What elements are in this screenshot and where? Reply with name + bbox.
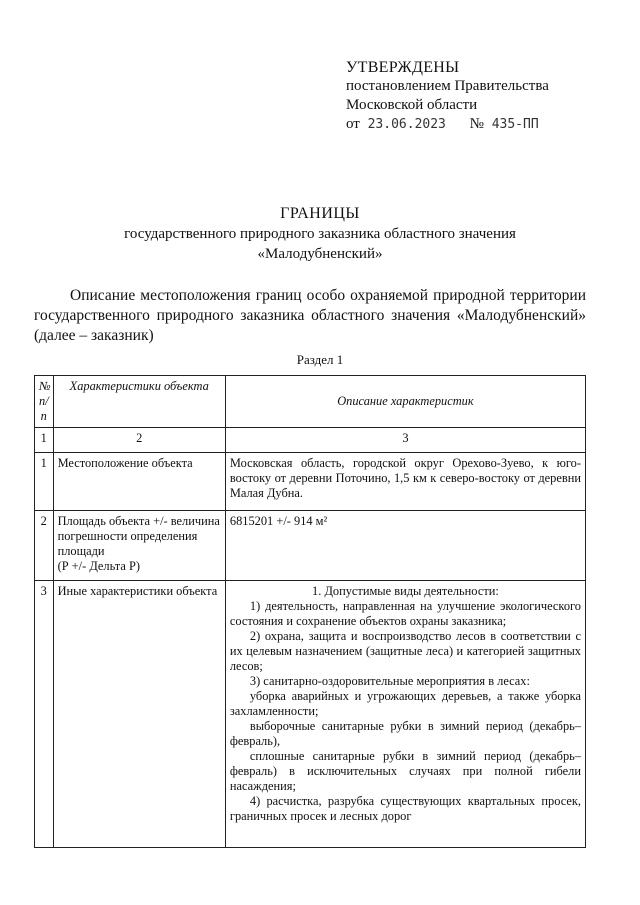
description-line: 1. Допустимые виды деятельности: bbox=[312, 584, 499, 598]
header-description: Описание характеристик bbox=[225, 376, 585, 428]
row-characteristic: Иные характеристики объекта bbox=[53, 581, 225, 848]
document-subtitle-2: «Малодубненский» bbox=[257, 246, 383, 262]
row-characteristic: Местоположение объекта bbox=[53, 453, 225, 511]
row-characteristic: Площадь объекта +/- величина погрешности определения площади bbox=[57, 514, 220, 558]
approval-date-line bbox=[346, 115, 549, 134]
row-number: 3 bbox=[35, 581, 54, 848]
approval-date: 23.06.2023 bbox=[367, 117, 446, 132]
table-row bbox=[35, 511, 586, 581]
approval-line-2: Московской области bbox=[346, 97, 478, 113]
description-line: 3) санитарно-оздоровительные мероприятия в лесах: bbox=[249, 674, 530, 688]
row-description: Московская область, городской округ Орехово-Зуево, к юго-востоку от деревни Поточино, 1,5 км к северо-востоку от деревни Малая Дубна. bbox=[225, 453, 585, 511]
description-line: выборочные санитарные рубки в зимний период (декабрь–февраль), bbox=[229, 719, 581, 748]
row-description: 6815201 +/- 914 м² bbox=[225, 511, 585, 581]
description-line: сплошные санитарные рубки в зимний период (декабрь–февраль) в исключительных случаях при полной гибели насаждения; bbox=[229, 749, 581, 793]
approval-title: УТВЕРЖДЕНЫ bbox=[346, 59, 460, 76]
description-line: 4) расчистка, разрубка существующих квартальных просек, граничных просек и лесных дорог bbox=[229, 794, 581, 823]
column-number-3: 3 bbox=[225, 428, 585, 453]
approval-block bbox=[346, 58, 549, 134]
row-description-cell bbox=[225, 581, 585, 848]
row-number: 2 bbox=[35, 511, 54, 581]
row-characteristic-note: (Р +/- Дельта Р) bbox=[57, 559, 140, 573]
document-subtitle-1: государственного природного заказника областного значения bbox=[124, 226, 516, 242]
description-line: уборка аварийных и угрожающих деревьев, а также уборка захламленности; bbox=[229, 689, 581, 718]
table-header-row bbox=[35, 376, 586, 428]
column-numbers-row bbox=[35, 428, 586, 453]
header-number: № п/п bbox=[35, 376, 54, 428]
column-number-2: 2 bbox=[53, 428, 225, 453]
row-number: 1 bbox=[35, 453, 54, 511]
table-row bbox=[35, 581, 586, 848]
approval-number: 435-ПП bbox=[491, 117, 539, 132]
document-title-block bbox=[0, 204, 640, 264]
table-row bbox=[35, 453, 586, 511]
approval-line-1: постановлением Правительства bbox=[346, 78, 549, 94]
section-heading: Раздел 1 bbox=[296, 352, 344, 367]
row-characteristic-cell bbox=[53, 511, 225, 581]
number-prefix: № bbox=[469, 116, 484, 132]
document-title: ГРАНИЦЫ bbox=[280, 205, 360, 222]
column-number-1: 1 bbox=[35, 428, 54, 453]
description-line: 1) деятельность, направленная на улучшение экологического состояния и сохранение объектов охраны заказника; bbox=[229, 599, 581, 628]
intro-paragraph: Описание местоположения границ особо охраняемой природной территории государственного природного заказника областного значения «Малодубненский» (далее – заказник) bbox=[34, 287, 586, 344]
description-line: 2) охрана, защита и воспроизводство лесов в соответствии с их целевым назначением (защитные леса) и категорией защитных лесов; bbox=[229, 629, 581, 673]
characteristics-table bbox=[34, 375, 586, 848]
header-characteristic: Характеристики объекта bbox=[53, 376, 225, 428]
date-prefix: от bbox=[346, 116, 360, 132]
